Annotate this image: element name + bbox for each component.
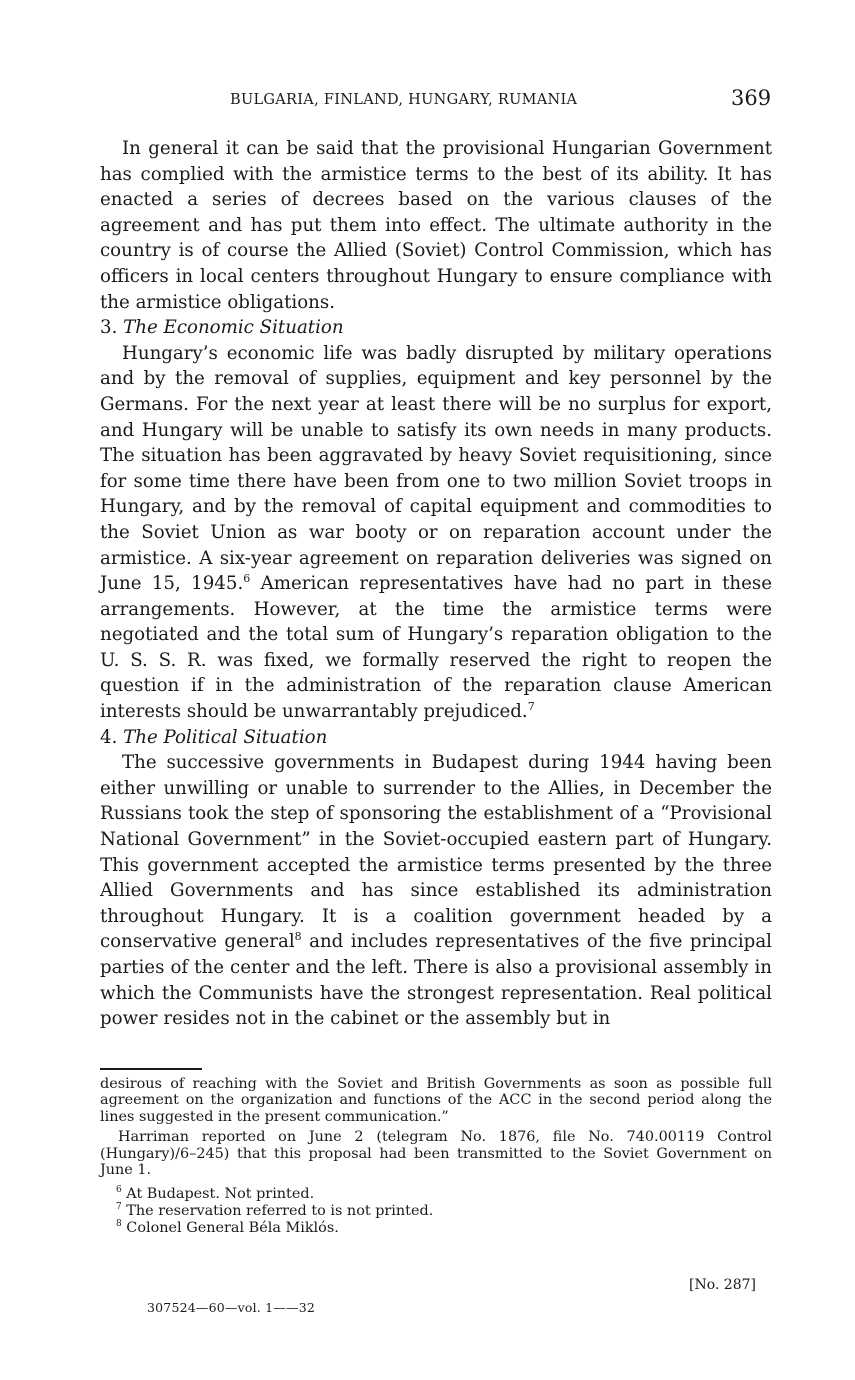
footnote-mark: 8 [116,1218,122,1229]
paragraph-text: Hungary’s economic life was badly disrupted by military operations and by the removal of supplies, equipment and key personnel by the Germans. For the next year at least there will be no surplus for export, and Hungary will be unable to satisfy its own needs in many products. The situation has been aggravated by heavy Soviet requisitioning, since for some time there have been from one to two million Soviet troops in Hungary, and by the removal of capital equipment and commodities to the Soviet Union as war booty or on reparation account under the armistice. A six-year agreement on reparation deliveries was signed on June 15, 1945. [100,342,772,595]
paragraph-armistice-compliance [100,136,772,315]
paragraph-economic-situation [100,341,772,725]
paragraph-text: American representatives have had no part in these arrangements. However, at the time the armistice terms were negotiated and the total sum of Hungary’s reparation obligation to the U. S. S. R. was fixed, we formally reserved the right to reopen the question if in the administration of the reparation clause American interests should be unwarrantably prejudiced. [100,573,772,723]
footnote-ref-6[interactable]: 6 [243,572,251,586]
paragraph-text: In general it can be said that the provisional Hungarian Government has complied with the armistice terms to the best of its ability. It has enacted a series of decrees based on the various clauses of the agreement and has put them into effect. The ultimate authority in the country is of course the Allied (Soviet) Control Commission, which has officers in local centers throughout Hungary to ensure compliance with the armistice obligations. [100,138,772,313]
paragraph-political-situation [100,750,772,1032]
footnote-harriman: Harriman reported on June 2 (telegram No. 1876, file No. 740.00119 Control (Hungary)/6–245) that this proposal had been transmitted to the Soviet Government on June 1. [100,1129,772,1179]
section-heading-political [100,725,772,751]
document-number: [No. 287] [689,1277,756,1293]
footnote-mark: 7 [116,1202,122,1213]
page-number: 369 [731,86,772,110]
section-number: 4. [100,726,118,748]
paragraph-text: The successive governments in Budapest during 1944 having been either unwilling or unable to surrender to the Allies, in December the Russians took the step of sponsoring the establishment of a “Provisional National Government” in the Soviet-occupied eastern part of Hungary. This government accepted the armistice terms presented by the three Allied Governments and has since established its administration throughout Hungary. It is a coalition government headed by a conservative general [100,752,772,953]
section-heading-economic [100,315,772,341]
footnote-continued: desirous of reaching with the Soviet and British Governments as soon as possible full agreement on the organization and functions of the ACC in the second period along the lines suggested in the present communication.” [100,1076,772,1125]
footnote-mark: 6 [116,1185,122,1196]
footnote-6 [100,1186,772,1203]
print-code: 307524—60—vol. 1——32 [147,1300,316,1315]
footnote-text: Colonel General Béla Miklós. [121,1219,339,1236]
footnote-text: The reservation referred to is not printed. [121,1203,434,1220]
section-title: The Political Situation [123,726,328,748]
footnote-divider [100,1068,202,1070]
footnotes [100,1076,772,1236]
section-title: The Economic Situation [123,317,344,339]
footnote-ref-8[interactable]: 8 [294,930,302,944]
footnote-8 [100,1220,772,1237]
running-title: BULGARIA, FINLAND, HUNGARY, RUMANIA [230,92,578,108]
footnote-7 [100,1203,772,1220]
footnote-list [100,1186,772,1236]
main-text [100,136,772,1032]
footnote-text: At Budapest. Not printed. [121,1186,315,1203]
footnote-ref-7[interactable]: 7 [527,700,535,713]
paragraph-text: and includes representatives of the five principal parties of the center and the left. There is also a provisional assembly in which the Communists have the strongest representation. Real political power resides not in the cabinet or the assembly but in [100,931,772,1030]
section-number: 3. [100,317,118,339]
